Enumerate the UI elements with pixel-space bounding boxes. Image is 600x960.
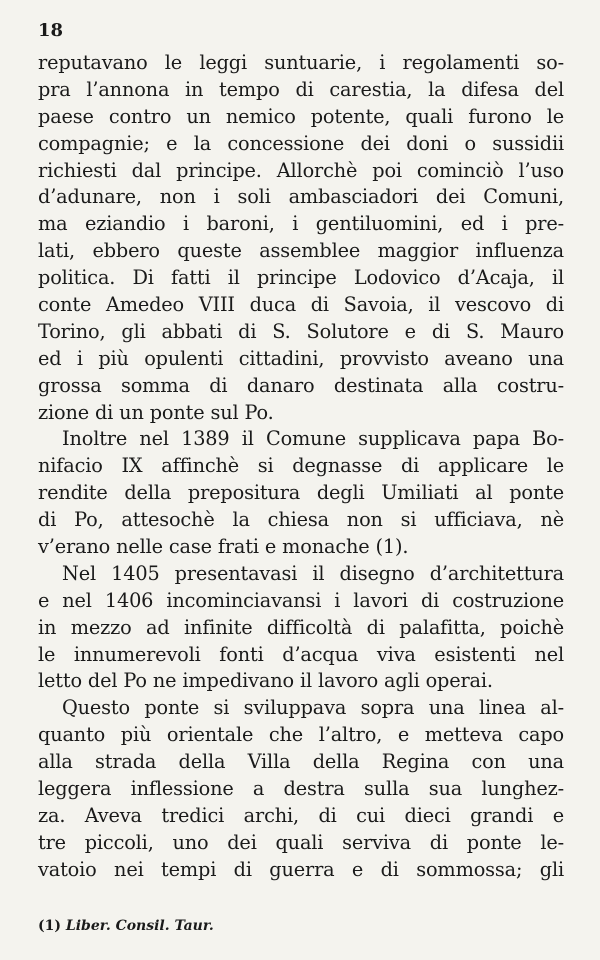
text-line: Questo ponte si sviluppava sopra una linea al-: [62, 696, 564, 720]
text-line: v’erano nelle case frati e monache (1).: [38, 535, 409, 559]
body-text: [38, 50, 564, 884]
text-line: tre piccoli, uno dei quali serviva di ponte le-: [38, 830, 564, 854]
text-line: Inoltre nel 1389 il Comune supplicava papa Bo-: [62, 427, 564, 451]
footnote: [38, 918, 214, 934]
text-line: grossa somma di danaro destinata alla costru-: [38, 373, 564, 397]
text-line: Nel 1405 presentavasi il disegno d’architettura: [62, 561, 564, 585]
text-line: richiesti dal principe. Allorchè poi cominciò l’uso: [38, 158, 564, 182]
page-number: 18: [38, 20, 64, 41]
text-line: leggera inflessione a destra sulla sua lunghez-: [38, 777, 564, 801]
text-line: Torino, gli abbati di S. Solutore e di S. Mauro: [38, 319, 564, 343]
text-line: reputavano le leggi suntuarie, i regolamenti so-: [38, 51, 564, 74]
text-line: politica. Di fatti il principe Lodovico d’Acaja, il: [38, 266, 564, 290]
text-line: za. Aveva tredici archi, di cui dieci grandi e: [38, 803, 564, 827]
text-line: conte Amedeo VIII duca di Savoia, il vescovo di: [38, 293, 564, 317]
text-line: ed i più opulenti cittadini, provvisto aveano una: [38, 346, 564, 370]
text-line: alla strada della Villa della Regina con una: [38, 750, 564, 774]
text-line: lati, ebbero queste assemblee maggior influenza: [38, 239, 564, 263]
text-line: d’adunare, non i soli ambasciadori dei Comuni,: [38, 185, 564, 209]
text-line: quanto più orientale che l’altro, e metteva capo: [38, 723, 564, 747]
text-line: compagnie; e la concessione dei doni o sussidii: [38, 131, 564, 155]
text-line: ma eziandio i baroni, i gentiluomini, ed i pre-: [38, 212, 564, 236]
text-line: vatoio nei tempi di guerra e di sommossa; gli: [38, 857, 564, 881]
text-line: pra l’annona in tempo di carestia, la difesa del: [38, 77, 564, 101]
footnote-source: Liber. Consil. Taur.: [65, 918, 214, 934]
text-line: in mezzo ad infinite difficoltà di palafitta, poichè: [38, 615, 564, 639]
text-line: e nel 1406 incominciavansi i lavori di costruzione: [38, 588, 564, 612]
text-line: di Po, attesochè la chiesa non si ufficiava, nè: [38, 508, 564, 532]
footnote-marker: (1): [38, 918, 61, 934]
text-line: nifacio IX affinchè si degnasse di applicare le: [38, 454, 564, 478]
text-line: le innumerevoli fonti d’acqua viva esistenti nel: [38, 642, 564, 666]
text-line: paese contro un nemico potente, quali furono le: [38, 104, 564, 128]
text-line: letto del Po ne impedivano il lavoro agli operai.: [38, 669, 493, 693]
text-line: rendite della prepositura degli Umiliati al ponte: [38, 481, 564, 505]
text-line: zione di un ponte sul Po.: [38, 400, 274, 424]
